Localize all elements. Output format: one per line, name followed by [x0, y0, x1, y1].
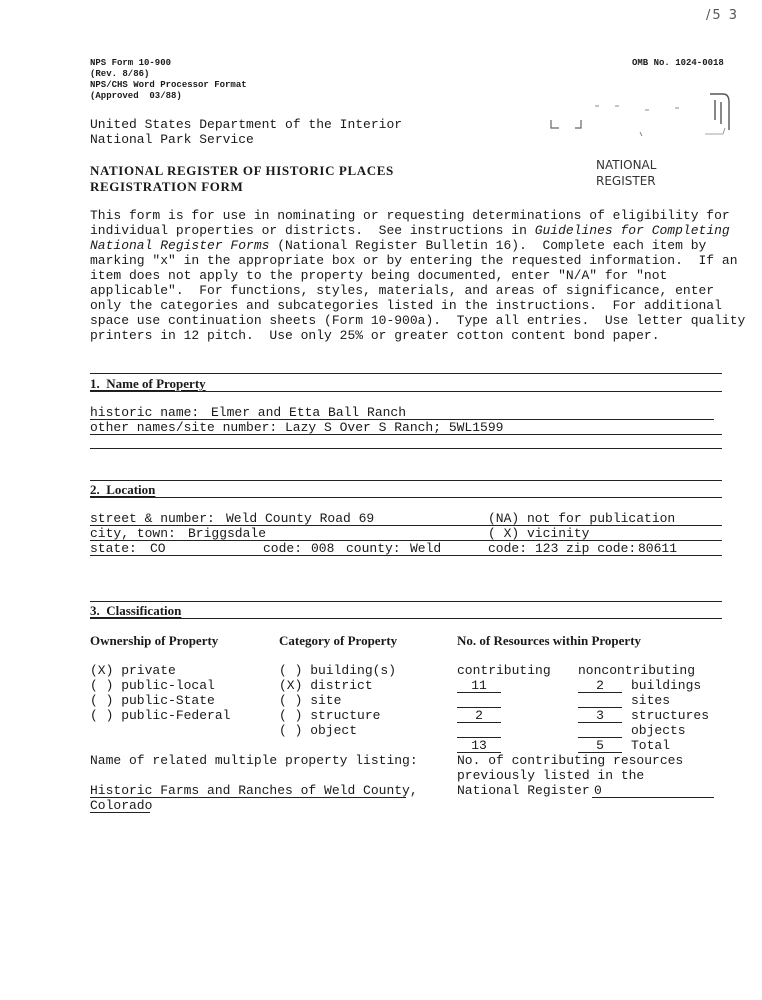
noncontributing-structures[interactable]: 3: [596, 708, 604, 723]
instructions-line-2: individual properties or districts. See instructions in Guidelines for Completing: [90, 223, 730, 238]
guidelines-title-cont: National Register Forms: [90, 238, 270, 253]
state-code-label: code:: [263, 541, 303, 556]
category-header: Category of Property: [279, 633, 398, 648]
form-title-line-2: REGISTRATION FORM: [90, 179, 244, 194]
previously-listed-line-2: previously listed in the: [457, 768, 645, 783]
contributing-structures-rule: [457, 722, 501, 723]
related-listing-label: Name of related multiple property listing:: [90, 753, 418, 768]
omb-number: OMB No. 1024-0018: [632, 58, 724, 68]
county-value[interactable]: Weld: [410, 541, 442, 556]
register-stamp-line-2: REGISTER: [596, 174, 656, 188]
zip-value[interactable]: 80611: [638, 541, 678, 556]
noncontributing-header: noncontributing: [578, 663, 696, 678]
ownership-private[interactable]: (X) private: [90, 663, 176, 678]
contributing-header: contributing: [457, 663, 551, 678]
category-object[interactable]: ( ) object: [279, 723, 358, 738]
section-1-top-rule: [90, 373, 722, 374]
related-listing-rule-2: [90, 812, 150, 813]
instructions-line-6: applicable". For functions, styles, materials, and areas of significance, enter: [90, 283, 715, 298]
not-for-publication[interactable]: (NA) not for publication: [488, 511, 676, 526]
contributing-structures[interactable]: 2: [475, 708, 483, 723]
other-names-value[interactable]: Lazy S Over S Ranch; 5WL1599: [285, 420, 504, 435]
section-2-top-rule: [90, 480, 722, 481]
agency-line-2: National Park Service: [90, 132, 254, 147]
resources-header: No. of Resources within Property: [457, 633, 642, 648]
county-code-value[interactable]: 123: [535, 541, 559, 556]
form-revision: (Rev. 8/86): [90, 69, 150, 79]
ownership-public-local[interactable]: ( ) public-local: [90, 678, 215, 693]
section-3-top-rule: [90, 601, 722, 602]
ownership-public-federal[interactable]: ( ) public-Federal: [90, 708, 231, 723]
instructions-line-9: printers in 12 pitch. Use only 25% or greater cotton content bond paper.: [90, 328, 660, 343]
instructions-line-5: item does not apply to the property being documented, enter "N/A" for "not: [90, 268, 668, 283]
other-names-label: other names/site number:: [90, 420, 278, 435]
instructions-line-1: This form is for use in nominating or requesting determinations of eligibility for: [90, 208, 730, 223]
scan-marks-graphic: [545, 90, 735, 150]
category-site[interactable]: ( ) site: [279, 693, 342, 708]
section-2-heading: 2. Location: [90, 482, 156, 497]
category-structure[interactable]: ( ) structure: [279, 708, 381, 723]
county-code-label: code:: [488, 541, 528, 556]
previously-listed-value[interactable]: 0: [594, 783, 602, 798]
state-label: state:: [90, 541, 137, 556]
city-label: city, town:: [90, 526, 176, 541]
instructions-line-4: marking "x" in the appropriate box or by entering the requested information. If an: [90, 253, 738, 268]
state-rule: [90, 555, 722, 556]
section-1-heading-rule: [90, 391, 722, 392]
street-label: street & number:: [90, 511, 215, 526]
vicinity-checkbox[interactable]: ( X) vicinity: [488, 526, 590, 541]
resource-type-total: Total: [631, 738, 671, 753]
street-rule: [90, 525, 722, 526]
instructions-line-3: National Register Forms (National Register Bulletin 16). Complete each item by: [90, 238, 707, 253]
resource-type-structures: structures: [631, 708, 710, 723]
historic-name-value[interactable]: Elmer and Etta Ball Ranch: [211, 405, 407, 420]
form-number: NPS Form 10-900: [90, 58, 172, 68]
noncontributing-buildings[interactable]: 2: [596, 678, 604, 693]
instructions-line-7: only the categories and subcategories listed in the instructions. For additional: [90, 298, 722, 313]
street-value[interactable]: Weld County Road 69: [226, 511, 375, 526]
previously-listed-line-1: No. of contributing resources: [457, 753, 684, 768]
instructions-line-8: space use continuation sheets (Form 10-900a). Type all entries. Use letter quality: [90, 313, 746, 328]
guidelines-title: Guidelines for Completing: [534, 223, 730, 238]
noncontributing-buildings-rule: [578, 692, 622, 693]
resource-type-sites: sites: [631, 693, 671, 708]
section-1-bottom-rule: [90, 448, 722, 449]
historic-name-label: historic name:: [90, 405, 200, 420]
resource-type-buildings: buildings: [631, 678, 702, 693]
noncontributing-total[interactable]: 5: [596, 738, 604, 753]
section-3-heading: 3. Classification: [90, 603, 182, 618]
state-value[interactable]: CO: [150, 541, 166, 556]
ownership-public-state[interactable]: ( ) public-State: [90, 693, 215, 708]
form-approved: (Approved 03/88): [90, 91, 182, 101]
form-format: NPS/CHS Word Processor Format: [90, 80, 247, 90]
related-listing-value-1[interactable]: Historic Farms and Ranches of Weld County,: [90, 783, 418, 798]
agency-line-1: United States Department of the Interior: [90, 117, 403, 132]
contributing-buildings-rule: [457, 692, 501, 693]
city-value[interactable]: Briggsdale: [188, 526, 267, 541]
register-stamp-line-1: NATIONAL: [596, 158, 657, 172]
section-3-heading-rule: [90, 618, 722, 619]
handwritten-page-number: /5 3: [706, 8, 740, 23]
ownership-header: Ownership of Property: [90, 633, 219, 648]
section-2-heading-rule: [90, 497, 722, 498]
resource-type-objects: objects: [631, 723, 686, 738]
previously-listed-line-3: National Register: [457, 783, 590, 798]
category-buildings[interactable]: ( ) building(s): [279, 663, 397, 678]
other-names-rule: [90, 434, 722, 435]
related-listing-value-2[interactable]: Colorado: [90, 798, 153, 813]
county-label: county:: [346, 541, 401, 556]
contributing-buildings[interactable]: 11: [471, 678, 487, 693]
noncontributing-structures-rule: [578, 722, 622, 723]
zip-label: zip code:: [566, 541, 637, 556]
previously-listed-rule: [592, 797, 714, 798]
category-district[interactable]: (X) district: [279, 678, 373, 693]
state-code-value[interactable]: 008: [311, 541, 335, 556]
section-1-heading: 1. Name of Property: [90, 376, 206, 391]
contributing-total[interactable]: 13: [471, 738, 487, 753]
form-title-line-1: NATIONAL REGISTER OF HISTORIC PLACES: [90, 163, 394, 178]
